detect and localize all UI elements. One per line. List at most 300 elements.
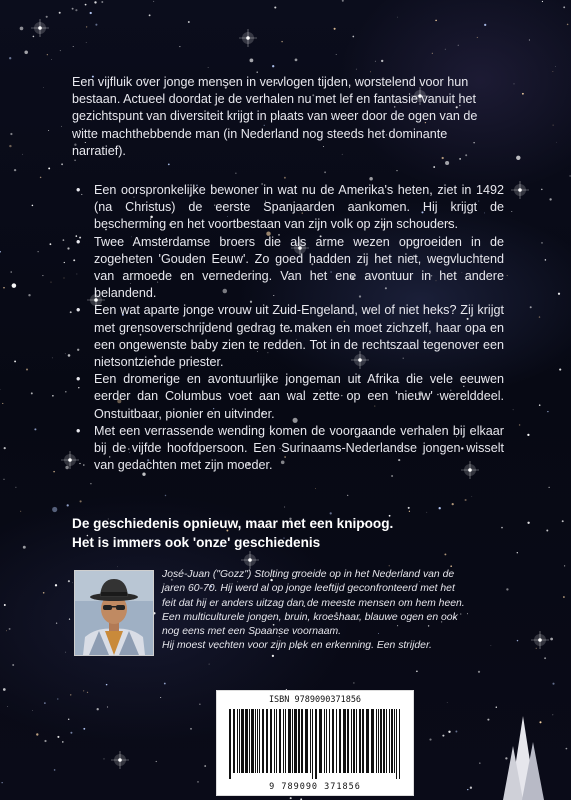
star [68, 580, 70, 582]
star [433, 166, 435, 168]
story-item-1 [72, 182, 504, 234]
isbn-barcode [216, 690, 414, 796]
barcode-bar [251, 709, 254, 773]
star [370, 71, 371, 72]
star [375, 61, 376, 62]
barcode-bar [279, 709, 281, 773]
star [514, 83, 515, 84]
star [9, 145, 11, 147]
star [72, 582, 73, 583]
star [14, 169, 16, 171]
bio-line: feit dat hij er anders uitzag dan de meeste mensen om hem heen. [162, 597, 465, 609]
star [57, 698, 58, 699]
star [4, 604, 6, 606]
star [64, 262, 65, 263]
star [549, 198, 551, 200]
barcode-bar [326, 709, 327, 773]
star [458, 45, 459, 46]
star [59, 12, 61, 14]
star [90, 12, 92, 14]
star [471, 496, 472, 497]
star [10, 133, 12, 135]
star [86, 42, 87, 43]
barcode-bar [245, 709, 248, 773]
star [33, 36, 35, 38]
star [86, 26, 87, 27]
star [389, 565, 390, 566]
star [556, 142, 557, 143]
star [477, 37, 478, 38]
star [70, 694, 71, 695]
star [50, 243, 52, 245]
star [64, 278, 65, 279]
star [444, 553, 446, 555]
barcode-bar [312, 709, 313, 779]
star [69, 618, 70, 619]
barcode-bar [233, 709, 235, 773]
barcode-bar [257, 709, 258, 773]
star [51, 282, 52, 283]
star [61, 126, 62, 127]
star [160, 697, 161, 698]
star [479, 762, 481, 764]
bio-line: José-Juan ("Gozz") Stolting groeide op in het Nederland van de [162, 569, 455, 580]
star [2, 403, 3, 404]
star [14, 360, 16, 362]
star [80, 500, 82, 502]
story-text: Een oorspronkelijke bewoner in wat nu de Amerika's heten, ziet in 1492 (na Christus) de eerste Spanjaarden aankomen. Hij krijgt de bescherming en het voortbestaan van zijn volk op zijn schouders. [94, 183, 504, 232]
star [190, 728, 192, 730]
star [541, 189, 543, 191]
star [156, 761, 157, 762]
barcode-bar [298, 709, 300, 773]
bright-star [241, 551, 259, 569]
barcode-bar [353, 709, 355, 773]
star [20, 511, 21, 512]
bullet-icon: • [76, 234, 81, 249]
star [168, 163, 170, 165]
barcode-bar [305, 709, 308, 773]
star [445, 49, 446, 50]
bullet-icon: • [76, 372, 81, 387]
tagline-line-1: De geschiedenis opnieuw, maar met een knipoog. [72, 516, 394, 531]
star [60, 50, 61, 51]
star [324, 171, 326, 173]
star [62, 741, 64, 743]
star [20, 27, 24, 31]
star [3, 287, 4, 288]
star [439, 507, 441, 509]
star [257, 72, 258, 73]
star [26, 369, 28, 371]
star [290, 797, 292, 799]
barcode-bar [380, 709, 382, 773]
star [32, 710, 33, 711]
star [204, 765, 206, 767]
star [67, 247, 69, 249]
star [396, 170, 397, 171]
star [516, 156, 520, 160]
star [545, 259, 547, 261]
star [61, 163, 63, 165]
star [336, 54, 337, 55]
barcode-bar [386, 709, 387, 773]
star [284, 177, 286, 179]
star [558, 293, 560, 295]
star [101, 1, 103, 3]
star [48, 130, 49, 131]
star [527, 522, 529, 524]
star [506, 588, 508, 590]
star [416, 671, 418, 673]
barcode-bar [347, 709, 349, 773]
star [353, 682, 354, 683]
isbn-digits: 9 789090 371856 [269, 782, 361, 792]
star [235, 173, 236, 174]
bright-star [239, 29, 257, 47]
star [52, 358, 53, 359]
barcode-bar [366, 709, 369, 773]
star [22, 154, 23, 155]
bio-line: jaren 60-70. Hij werd al op jonge leeftijd geconfronteerd met het [162, 583, 455, 595]
star [442, 735, 444, 737]
barcode-bar [362, 709, 364, 773]
star [70, 732, 72, 734]
star [553, 125, 554, 126]
star [197, 781, 199, 783]
star [517, 552, 518, 553]
story-text: Een dromerige en avontuurlijke jongeman uit Afrika die vele eeuwen eerder dan Columbus voet aan wal zette op een 'nieuw' werelddeel. Onstuitbaar, pionier en uitvinder. [94, 372, 504, 421]
star [563, 6, 565, 8]
barcode-bar [249, 709, 250, 773]
star [107, 706, 108, 707]
star [452, 503, 454, 505]
barcode-bar [266, 709, 268, 773]
star [68, 718, 70, 720]
star [397, 17, 398, 18]
bright-star [531, 631, 549, 649]
star [562, 520, 564, 522]
star [511, 211, 512, 212]
star [28, 294, 30, 296]
barcode-bar [332, 709, 334, 773]
star [97, 708, 99, 710]
star [56, 623, 57, 624]
star [188, 21, 190, 23]
story-item-4 [72, 371, 504, 423]
star [95, 24, 97, 26]
star [552, 714, 553, 715]
star [447, 702, 448, 703]
star [567, 24, 569, 26]
barcode-bar [285, 709, 286, 773]
star [149, 14, 151, 16]
star [550, 638, 553, 641]
star [9, 57, 11, 59]
barcode-bar [339, 709, 341, 773]
star [519, 424, 520, 425]
bright-star [511, 181, 529, 199]
star [106, 684, 108, 686]
star [426, 512, 427, 513]
barcode-bar [237, 709, 238, 773]
barcode-bar [315, 709, 317, 779]
star [42, 275, 43, 276]
barcode-bar [376, 709, 377, 773]
author-photo [74, 570, 154, 656]
stacked-triangles-logo [496, 706, 550, 800]
barcode-bars [225, 709, 405, 779]
barcode-bar [336, 709, 337, 773]
intro-paragraph: Een vijfluik over jonge mensen in vervlogen tijden, worstelend voor hun bestaan. Actueel doordat je de verhalen nu met lef en fantasie vanuit het gezichtspunt van diversiteit krijgt in plaats van weer door de ogen van de witte machthebbende man (in Nederland nog steeds het dominante narratief). [72, 75, 478, 158]
author-bio [162, 568, 506, 654]
barcode-bar [229, 709, 231, 779]
star [38, 251, 39, 252]
barcode-bar [259, 709, 260, 773]
star [53, 471, 55, 473]
star [465, 499, 467, 501]
barcode-bar [378, 709, 379, 773]
star [356, 69, 357, 70]
bullet-icon: • [76, 423, 81, 438]
star [72, 8, 74, 10]
star [179, 46, 180, 47]
star [83, 728, 85, 730]
star [153, 1, 154, 2]
story-text: Twee Amsterdamse broers die als arme wezen opgroeiden in de zogeheten 'Gouden Eeuw'. Zo goed hadden zij het niet, wegvluchtend van armoede en vernedering. Van het ene avontuur in het andere belandend. [94, 234, 504, 301]
barcode-bar [389, 709, 390, 773]
star [530, 306, 532, 308]
star [47, 54, 48, 55]
star [24, 51, 28, 55]
star [46, 16, 48, 18]
barcode-bar [343, 709, 346, 773]
barcode-bar [359, 709, 361, 773]
star [52, 507, 57, 512]
star [555, 66, 556, 67]
star [553, 71, 554, 72]
star [43, 87, 44, 88]
star [559, 369, 561, 371]
star [209, 664, 210, 665]
star [65, 353, 66, 354]
star [432, 53, 433, 54]
barcode-bar [356, 709, 357, 773]
tagline [72, 514, 512, 552]
bullet-icon: • [76, 303, 81, 318]
star [117, 566, 118, 567]
barcode-bar [324, 709, 325, 773]
star [541, 242, 543, 244]
star [12, 664, 14, 666]
barcode-bar [391, 709, 393, 773]
barcode-bar [301, 709, 303, 773]
star [34, 428, 36, 430]
barcode-bar [396, 709, 397, 779]
tagline-line-2: Het is immers ook 'onze' geschiedenis [72, 535, 321, 550]
star [55, 584, 57, 586]
star [536, 648, 537, 649]
star [6, 630, 7, 631]
star [65, 652, 66, 653]
star [0, 251, 1, 252]
barcode-bar [239, 709, 240, 773]
star [391, 475, 393, 477]
star [408, 507, 410, 509]
barcode-bar [329, 709, 330, 773]
star [165, 495, 166, 496]
star [44, 740, 46, 742]
star [63, 239, 65, 241]
barcode-bar [292, 709, 293, 773]
barcode-bar [241, 709, 244, 773]
star [281, 41, 282, 42]
star [272, 65, 274, 67]
isbn-label: ISBN 9789090371856 [268, 695, 362, 705]
star [36, 733, 38, 735]
barcode-bar [399, 709, 400, 779]
star [94, 1, 96, 3]
star [52, 395, 54, 397]
star [522, 93, 524, 95]
star [552, 683, 554, 685]
star [164, 683, 166, 685]
star [539, 404, 541, 406]
star [73, 46, 74, 47]
star [547, 411, 548, 412]
story-list [72, 182, 504, 474]
star [529, 39, 530, 40]
star [87, 692, 88, 693]
barcode-bar [319, 709, 322, 773]
star [274, 6, 276, 8]
star [409, 511, 410, 512]
star [342, 0, 344, 2]
star [32, 205, 34, 207]
star [31, 392, 33, 394]
star [513, 409, 514, 410]
star [48, 167, 50, 169]
star [103, 758, 104, 759]
star [90, 483, 92, 485]
star [539, 316, 540, 317]
star [445, 161, 449, 165]
star [208, 67, 209, 68]
star [517, 640, 518, 641]
star [3, 688, 6, 691]
star [7, 706, 8, 707]
barcode-bar [255, 709, 256, 773]
star [250, 59, 254, 63]
story-item-2 [72, 234, 504, 303]
star [347, 495, 348, 496]
star [199, 704, 200, 705]
star [448, 731, 450, 733]
barcode-bar [262, 709, 264, 773]
star [563, 596, 565, 598]
story-text: Met een verrassende wending komen de voorgaande verhalen bij elkaar bij de vijfde hoofdpersoon. Een Surinaams-Nederlandse jongen wisselt van gedachten met zijn moeder. [94, 423, 504, 473]
star [68, 354, 71, 357]
star [507, 275, 508, 276]
star [429, 739, 431, 741]
star [564, 565, 565, 566]
star [4, 479, 5, 480]
star [43, 592, 45, 594]
bullet-icon: • [76, 183, 81, 197]
story-item-5 [72, 423, 504, 475]
bio-line: Hij moest vechten voor zijn plek en erkenning. Een strijder. [162, 640, 432, 652]
star [549, 487, 550, 488]
star [484, 24, 486, 26]
star [352, 36, 354, 38]
star [9, 628, 11, 630]
star [334, 28, 336, 30]
star [272, 655, 274, 657]
star [83, 690, 84, 691]
star [527, 434, 529, 436]
star [295, 59, 298, 62]
bright-star [31, 19, 49, 37]
star [2, 782, 3, 783]
star [75, 9, 77, 11]
star [284, 507, 285, 508]
barcode-bar [270, 709, 272, 773]
star [450, 565, 452, 567]
barcode-bar [394, 709, 395, 773]
story-text: Een wat aparte jonge vrouw uit Zuid-Engeland, wel of niet heks? Zij krijgt met grensoverschrijdend gedrag te maken en moet zichzelf, haar opa en een ongewenste baby zien te redden. Tot in de rechtszaal tegenover een nietsontziende priester. [94, 303, 504, 370]
barcode-bar [294, 709, 297, 773]
star [369, 177, 373, 181]
barcode-bar [283, 709, 284, 773]
star [23, 546, 26, 549]
star [65, 466, 68, 469]
bio-line: Een multiculturele jongen, bruin, kroeshaar, blauwe ogen en ook [162, 611, 458, 623]
star [455, 731, 457, 733]
star [65, 391, 67, 393]
star [542, 1, 543, 2]
barcode-bar [274, 709, 275, 773]
star [315, 488, 316, 489]
barcode-bar [383, 709, 385, 773]
star [51, 59, 52, 60]
star [54, 769, 56, 771]
star [67, 504, 69, 506]
star [478, 671, 480, 673]
star [15, 487, 16, 488]
bright-star [111, 751, 129, 769]
star [12, 283, 17, 288]
star [44, 702, 45, 703]
star [467, 789, 468, 790]
barcode-bar [276, 709, 277, 773]
star [10, 271, 12, 273]
star [4, 447, 6, 449]
star [566, 748, 568, 750]
star [381, 60, 383, 62]
star [544, 657, 546, 659]
barcode-bar [371, 709, 374, 773]
barcode-bar [288, 709, 291, 773]
star [546, 530, 548, 532]
bio-line: nog eens met een Spaanse voornaam. [162, 626, 342, 638]
star [85, 4, 87, 6]
barcode-bar [310, 709, 311, 773]
star [40, 177, 42, 179]
star [57, 736, 59, 738]
star [470, 787, 472, 789]
star [487, 719, 489, 721]
star [435, 20, 437, 22]
